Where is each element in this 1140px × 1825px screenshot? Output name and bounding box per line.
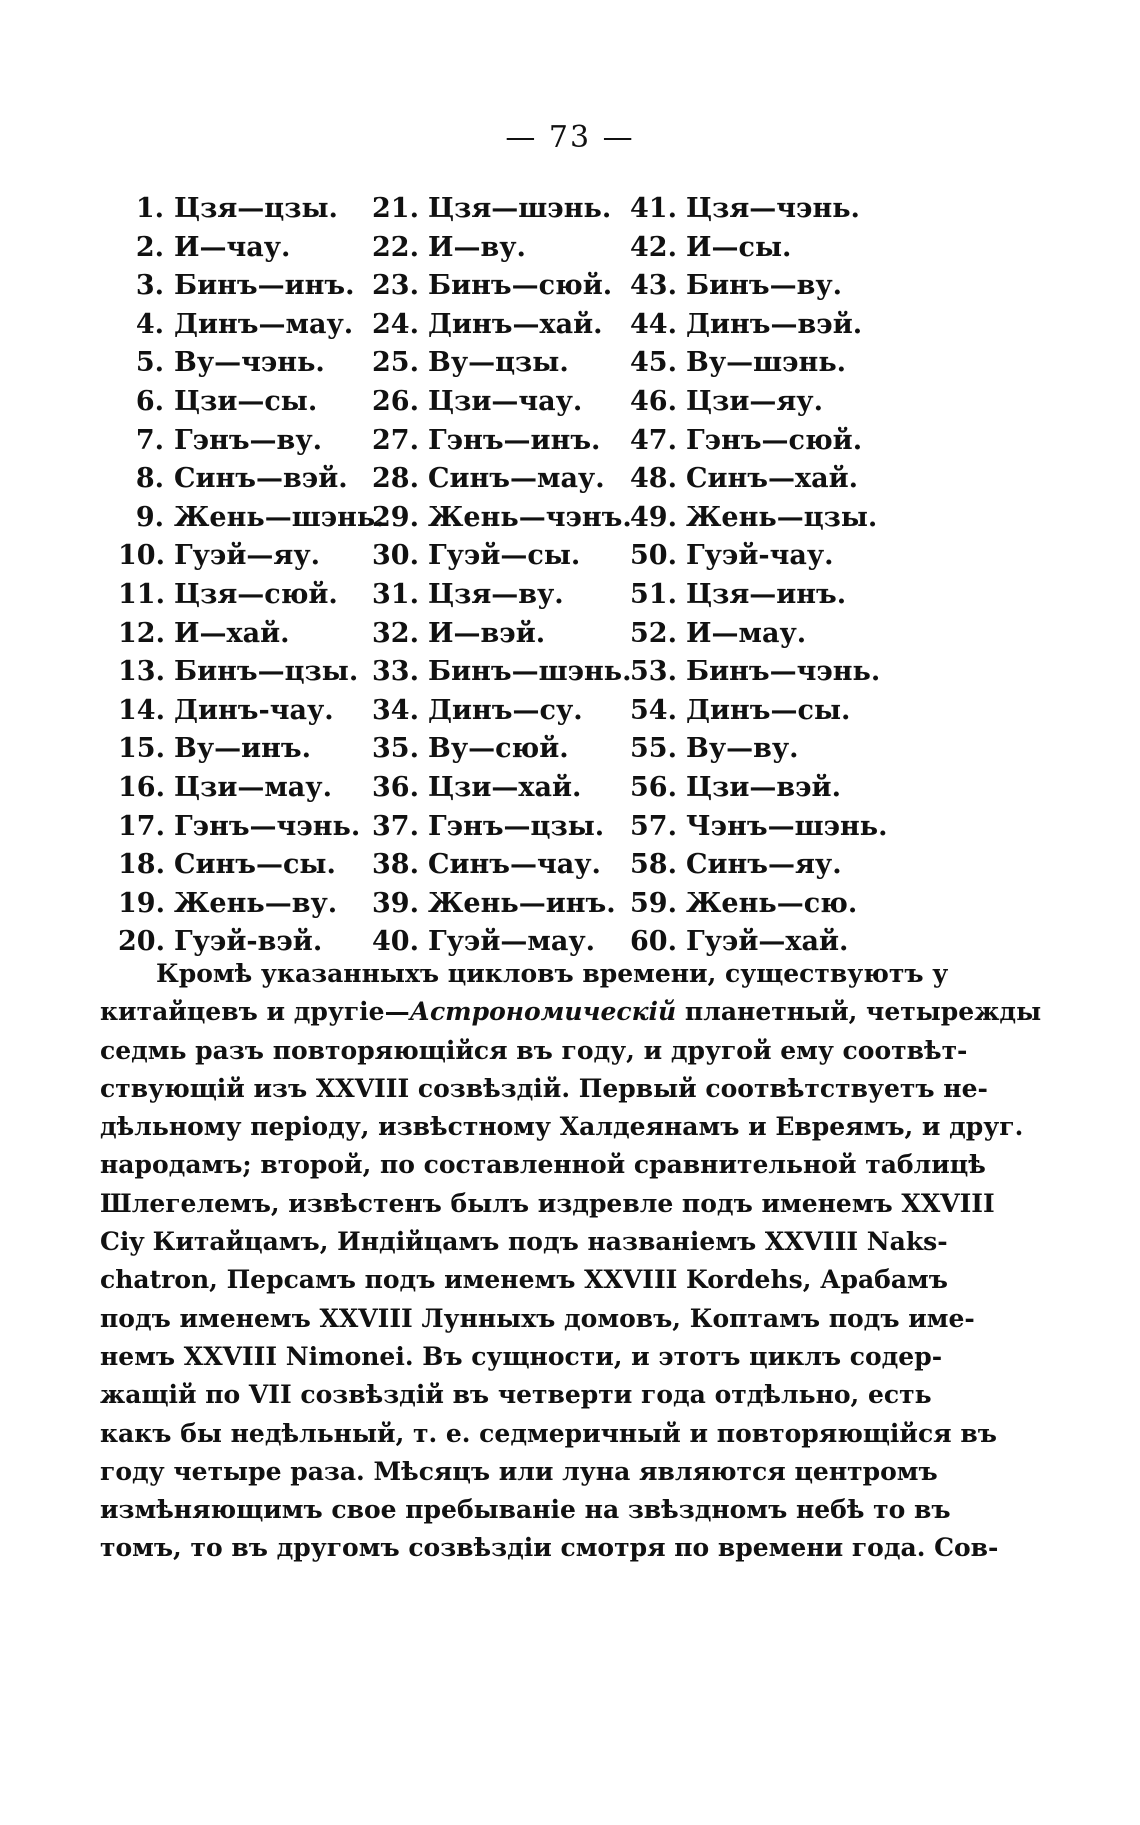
- cycle-column-1: [118, 190, 385, 962]
- cycle-entry: [118, 229, 378, 268]
- cycle-entry: [372, 576, 632, 615]
- cycle-entry-number: 18.: [118, 849, 165, 881]
- cycle-entry-name: Жень—чэнъ.: [428, 501, 632, 533]
- cycle-entry-name: Бинъ—цзы.: [174, 656, 359, 688]
- paragraph-line: немъ XXVIII Nimonei. Въ сущности, и этотъ циклъ содер-: [100, 1341, 943, 1371]
- cycle-entry-name: Синъ—сы.: [174, 849, 336, 881]
- cycle-entry: [372, 499, 632, 538]
- cycle-entry: [630, 422, 890, 461]
- cycle-entry-name: Ву—чэнь.: [174, 347, 325, 379]
- cycle-entry-number: 22.: [372, 231, 419, 263]
- cycle-entry-number: 47.: [630, 424, 677, 456]
- cycle-entry: [118, 306, 378, 345]
- cycle-entry: [630, 344, 890, 383]
- cycle-entry-number: 49.: [630, 501, 677, 533]
- cycle-entry-name: Бинъ—ву.: [686, 270, 843, 302]
- cycle-entry-name: Синъ—чау.: [428, 849, 601, 881]
- cycle-entry-number: 36.: [372, 771, 419, 803]
- cycle-entry-name: Динъ—мау.: [174, 308, 354, 340]
- paragraph-line: дѣльному періоду, извѣстному Халдеянамъ и Евреямъ, и друг.: [100, 1112, 1024, 1142]
- cycle-entry-number: 42.: [630, 231, 677, 263]
- body-paragraph: [100, 955, 1042, 1568]
- cycle-entry-number: 11.: [118, 578, 165, 610]
- paragraph-line: жащій по VII созвѣздій въ четверти года отдѣльно, есть: [100, 1380, 932, 1410]
- cycle-entry: [118, 885, 378, 924]
- cycle-entry-name: Бинъ—инъ.: [174, 270, 355, 302]
- cycle-entry-name: Гэнъ—сюй.: [686, 424, 863, 456]
- cycle-entry-number: 55.: [630, 733, 677, 765]
- cycle-entry: [118, 808, 378, 847]
- cycle-entry-number: 1.: [135, 193, 164, 224]
- cycle-entry: [118, 653, 378, 692]
- cycle-entry: [372, 306, 632, 345]
- cycle-entry: [630, 692, 890, 731]
- cycle-entry: [372, 344, 632, 383]
- cycle-entry-number: 53.: [630, 656, 677, 688]
- cycle-entry-name: Бинъ—чэнь.: [686, 656, 881, 688]
- cycle-entry: [630, 383, 890, 422]
- cycle-entry-number: 24.: [372, 308, 419, 340]
- cycle-entry-number: 14.: [118, 694, 165, 726]
- cycle-entry-name: Цзи—мау.: [174, 771, 332, 803]
- cycle-entry-number: 41.: [630, 193, 677, 224]
- cycle-entry: [118, 537, 378, 576]
- cycle-entry-name: И—мау.: [686, 617, 807, 649]
- cycle-entry: [372, 885, 632, 924]
- paragraph-line: какъ бы недѣльный, т. е. седмеричный и повторяющійся въ: [100, 1418, 997, 1448]
- cycle-entry-number: 6.: [135, 385, 164, 417]
- paragraph-line: chatron, Персамъ подъ именемъ XXVIII Kordehs, Арабамъ: [100, 1265, 948, 1295]
- cycle-entry-number: 57.: [630, 810, 677, 842]
- cycle-entry-name: Гуэй-чау.: [686, 540, 834, 572]
- paragraph-text: планетный, четырежды: [676, 997, 1042, 1027]
- cycle-entry: [630, 846, 890, 885]
- cycle-entry: [630, 229, 890, 268]
- cycle-entry: [118, 576, 378, 615]
- cycle-entry-name: Гуэй—сы.: [428, 540, 581, 572]
- paragraph-line: подъ именемъ XXVIII Лунныхъ домовъ, Коптамъ подъ име-: [100, 1303, 975, 1333]
- cycle-entry: [118, 615, 378, 654]
- cycle-entry: [118, 344, 378, 383]
- cycle-entry-name: Гуэй—хай.: [686, 926, 849, 958]
- cycle-entry-number: 51.: [630, 578, 677, 610]
- cycle-entry: [630, 808, 890, 847]
- emphasized-term: Астрономическій: [409, 997, 677, 1027]
- cycle-entry-name: Жень—ву.: [174, 887, 338, 919]
- cycle-entry-name: Ву—сюй.: [428, 733, 569, 765]
- cycle-entry-number: 32.: [372, 617, 419, 649]
- cycle-entry: [630, 190, 890, 229]
- cycle-entry-number: 30.: [372, 540, 419, 572]
- cycle-entry-name: Гэнъ—чэнь.: [174, 810, 361, 842]
- cycle-entry-number: 54.: [630, 694, 677, 726]
- cycle-entry-number: 26.: [372, 385, 419, 417]
- cycle-entry-number: 46.: [630, 385, 677, 417]
- cycle-entry-name: Ву—цзы.: [428, 347, 569, 379]
- cycle-entry: [372, 537, 632, 576]
- cycle-entry-name: Динъ—вэй.: [686, 308, 863, 340]
- cycle-entry-name: Синъ—яу.: [686, 849, 842, 881]
- cycle-entry-number: 52.: [630, 617, 677, 649]
- paragraph-line: измѣняющимъ свое пребываніе на звѣздномъ небѣ то въ: [100, 1495, 951, 1525]
- cycle-entry-number: 16.: [118, 771, 165, 803]
- cycle-entry-name: И—ву.: [428, 231, 526, 263]
- cycle-entry-name: Цзи—чау.: [428, 385, 583, 417]
- cycle-entry-name: Динъ—су.: [428, 694, 583, 726]
- cycle-entry-name: Цзи—вэй.: [686, 771, 841, 803]
- cycle-entry-name: Цзя—шэнь.: [428, 193, 612, 224]
- cycle-entry: [372, 229, 632, 268]
- cycle-entry-name: Гуэй—мау.: [428, 926, 596, 958]
- cycle-entry-name: Гэнъ—цзы.: [428, 810, 605, 842]
- cycle-entry-name: И—чау.: [174, 231, 291, 263]
- cycle-entry-number: 2.: [135, 231, 164, 263]
- paragraph-line: томъ, то въ другомъ созвѣздіи смотря по времени года. Сов-: [100, 1533, 999, 1563]
- cycle-entry: [118, 769, 378, 808]
- cycle-entry: [630, 460, 890, 499]
- cycle-entry-number: 40.: [372, 926, 419, 958]
- cycle-entry: [372, 730, 632, 769]
- cycle-entry-name: Жень—шэнь.: [174, 501, 385, 533]
- cycle-entry-number: 48.: [630, 463, 677, 495]
- cycle-entry-number: 58.: [630, 849, 677, 881]
- cycle-entry-name: Жень—цзы.: [686, 501, 878, 533]
- cycle-entry: [372, 653, 632, 692]
- cycle-column-2: [372, 190, 632, 962]
- cycle-entry-name: Гуэй-вэй.: [174, 926, 323, 958]
- cycle-entry-name: Цзя—сюй.: [174, 578, 338, 610]
- cycle-entry: [372, 615, 632, 654]
- cycle-entry: [372, 460, 632, 499]
- cycle-entry-name: Цзя—инъ.: [686, 578, 847, 610]
- cycle-entry: [372, 808, 632, 847]
- cycle-entry: [630, 730, 890, 769]
- cycle-entry-number: 3.: [135, 270, 164, 302]
- cycle-entry: [118, 422, 378, 461]
- cycle-entry-name: Цзи—яу.: [686, 385, 823, 417]
- cycle-entry: [372, 422, 632, 461]
- cycle-entry: [372, 383, 632, 422]
- cycle-entry: [630, 885, 890, 924]
- cycle-entry-number: 60.: [630, 926, 677, 958]
- cycle-entry-number: 38.: [372, 849, 419, 881]
- cycle-entry-number: 28.: [372, 463, 419, 495]
- cycle-entry-number: 45.: [630, 347, 677, 379]
- cycle-entry: [372, 769, 632, 808]
- cycle-entry-number: 12.: [118, 617, 165, 649]
- cycle-entry-number: 39.: [372, 887, 419, 919]
- cycle-entry-name: Синъ—вэй.: [174, 463, 348, 495]
- cycle-entry: [630, 537, 890, 576]
- cycle-entry-name: Динъ—сы.: [686, 694, 851, 726]
- cycle-entry-number: 56.: [630, 771, 677, 803]
- cycle-entry-number: 25.: [372, 347, 419, 379]
- cycle-entry-name: Синъ—мау.: [428, 463, 605, 495]
- cycle-entry: [372, 190, 632, 229]
- cycle-entry-name: Цзи—хай.: [428, 771, 582, 803]
- cycle-entry-name: Жень—инъ.: [428, 887, 616, 919]
- cycle-entry-number: 9.: [135, 501, 164, 533]
- paragraph-line: Ciy Китайцамъ, Индійцамъ подъ названіемъ XXVIII Naks-: [100, 1227, 948, 1257]
- cycle-entry: [630, 653, 890, 692]
- cycle-entry-number: 17.: [118, 810, 165, 842]
- cycle-entry-number: 10.: [118, 540, 165, 572]
- cycle-column-3: [630, 190, 890, 962]
- cycle-entry-number: 20.: [118, 926, 165, 958]
- cycle-entry-name: Цзя—цзы.: [174, 193, 338, 224]
- cycle-entry-number: 44.: [630, 308, 677, 340]
- paragraph-text: китайцевъ и другіе—: [100, 997, 410, 1027]
- cycle-entry: [372, 846, 632, 885]
- cycle-entry-number: 7.: [135, 424, 164, 456]
- cycle-entry-name: Цзя—чэнь.: [686, 193, 860, 224]
- cycle-entry-number: 37.: [372, 810, 419, 842]
- cycle-entry: [118, 267, 378, 306]
- cycle-entry: [630, 576, 890, 615]
- cycle-entry-number: 43.: [630, 270, 677, 302]
- page-number: — 73 —: [505, 120, 635, 155]
- cycle-entry: [372, 692, 632, 731]
- cycle-entry: [118, 190, 378, 229]
- cycle-entry: [118, 499, 385, 538]
- paragraph-line: народамъ; второй, по составленной сравнительной таблицѣ: [100, 1150, 986, 1180]
- cycle-entry: [630, 615, 890, 654]
- cycle-entry-number: 29.: [372, 501, 419, 533]
- cycle-entry-name: Бинъ—шэнь.: [428, 656, 632, 688]
- cycle-entry-number: 15.: [118, 733, 165, 765]
- cycle-entry: [118, 692, 378, 731]
- cycle-entry-number: 4.: [135, 308, 164, 340]
- cycle-entry-name: Чэнъ—шэнь.: [686, 810, 888, 842]
- paragraph-line: седмь разъ повторяющійся въ году, и другой ему соотвѣт-: [100, 1035, 968, 1065]
- paragraph-line: Кромѣ указанныхъ цикловъ времени, существуютъ у: [156, 959, 949, 988]
- cycle-entry: [372, 267, 632, 306]
- cycle-entry-name: И—вэй.: [428, 617, 546, 649]
- paragraph-line: [100, 993, 1042, 1031]
- cycle-entry: [118, 730, 378, 769]
- cycle-entry: [630, 769, 890, 808]
- cycle-entry-number: 19.: [118, 887, 165, 919]
- cycle-entry-number: 31.: [372, 578, 419, 610]
- cycle-entry-number: 13.: [118, 656, 165, 688]
- cycle-entry-number: 27.: [372, 424, 419, 456]
- cycle-entry-name: Бинъ—сюй.: [428, 270, 613, 302]
- cycle-entry-number: 59.: [630, 887, 677, 919]
- paragraph-line: Шлегелемъ, извѣстенъ былъ издревле подъ именемъ XXVIII: [100, 1188, 995, 1218]
- cycle-entry: [118, 383, 378, 422]
- cycle-entry-name: Цзя—ву.: [428, 578, 564, 610]
- cycle-entry: [630, 499, 890, 538]
- paragraph-line: году четыре раза. Мѣсяцъ или луна являются центромъ: [100, 1456, 938, 1486]
- cycle-entry: [118, 846, 378, 885]
- cycle-entry-number: 8.: [135, 463, 164, 495]
- cycle-entry-name: Синъ—хай.: [686, 463, 859, 495]
- cycle-entry-name: И—хай.: [174, 617, 290, 649]
- cycle-entry-name: Цзи—сы.: [174, 385, 318, 417]
- cycle-entry-name: Ву—ву.: [686, 733, 799, 765]
- cycle-entry-name: Динъ-чау.: [174, 694, 334, 726]
- cycle-entry-number: 34.: [372, 694, 419, 726]
- cycle-entry-name: Ву—шэнь.: [686, 347, 847, 379]
- cycle-entry-number: 21.: [372, 193, 419, 224]
- cycle-entry: [630, 306, 890, 345]
- paragraph-line: ствующій изъ XXVIII созвѣздій. Первый соотвѣтствуетъ не-: [100, 1073, 988, 1103]
- cycle-entry-number: 5.: [135, 347, 164, 379]
- cycle-entry-number: 35.: [372, 733, 419, 765]
- cycle-entry-name: Динъ—хай.: [428, 308, 603, 340]
- cycle-entry-number: 33.: [372, 656, 419, 688]
- cycle-entry-name: И—сы.: [686, 231, 792, 263]
- cycle-entry-number: 23.: [372, 270, 419, 302]
- cycle-entry-name: Гэнъ—инъ.: [428, 424, 601, 456]
- cycle-entry: [630, 267, 890, 306]
- cycle-entry-number: 50.: [630, 540, 677, 572]
- cycle-entry-name: Гуэй—яу.: [174, 540, 321, 572]
- cycle-entry-name: Жень—сю.: [686, 887, 858, 919]
- cycle-entry-name: Гэнъ—ву.: [174, 424, 322, 456]
- cycle-entry-name: Ву—инъ.: [174, 733, 312, 765]
- cycle-entry: [118, 460, 378, 499]
